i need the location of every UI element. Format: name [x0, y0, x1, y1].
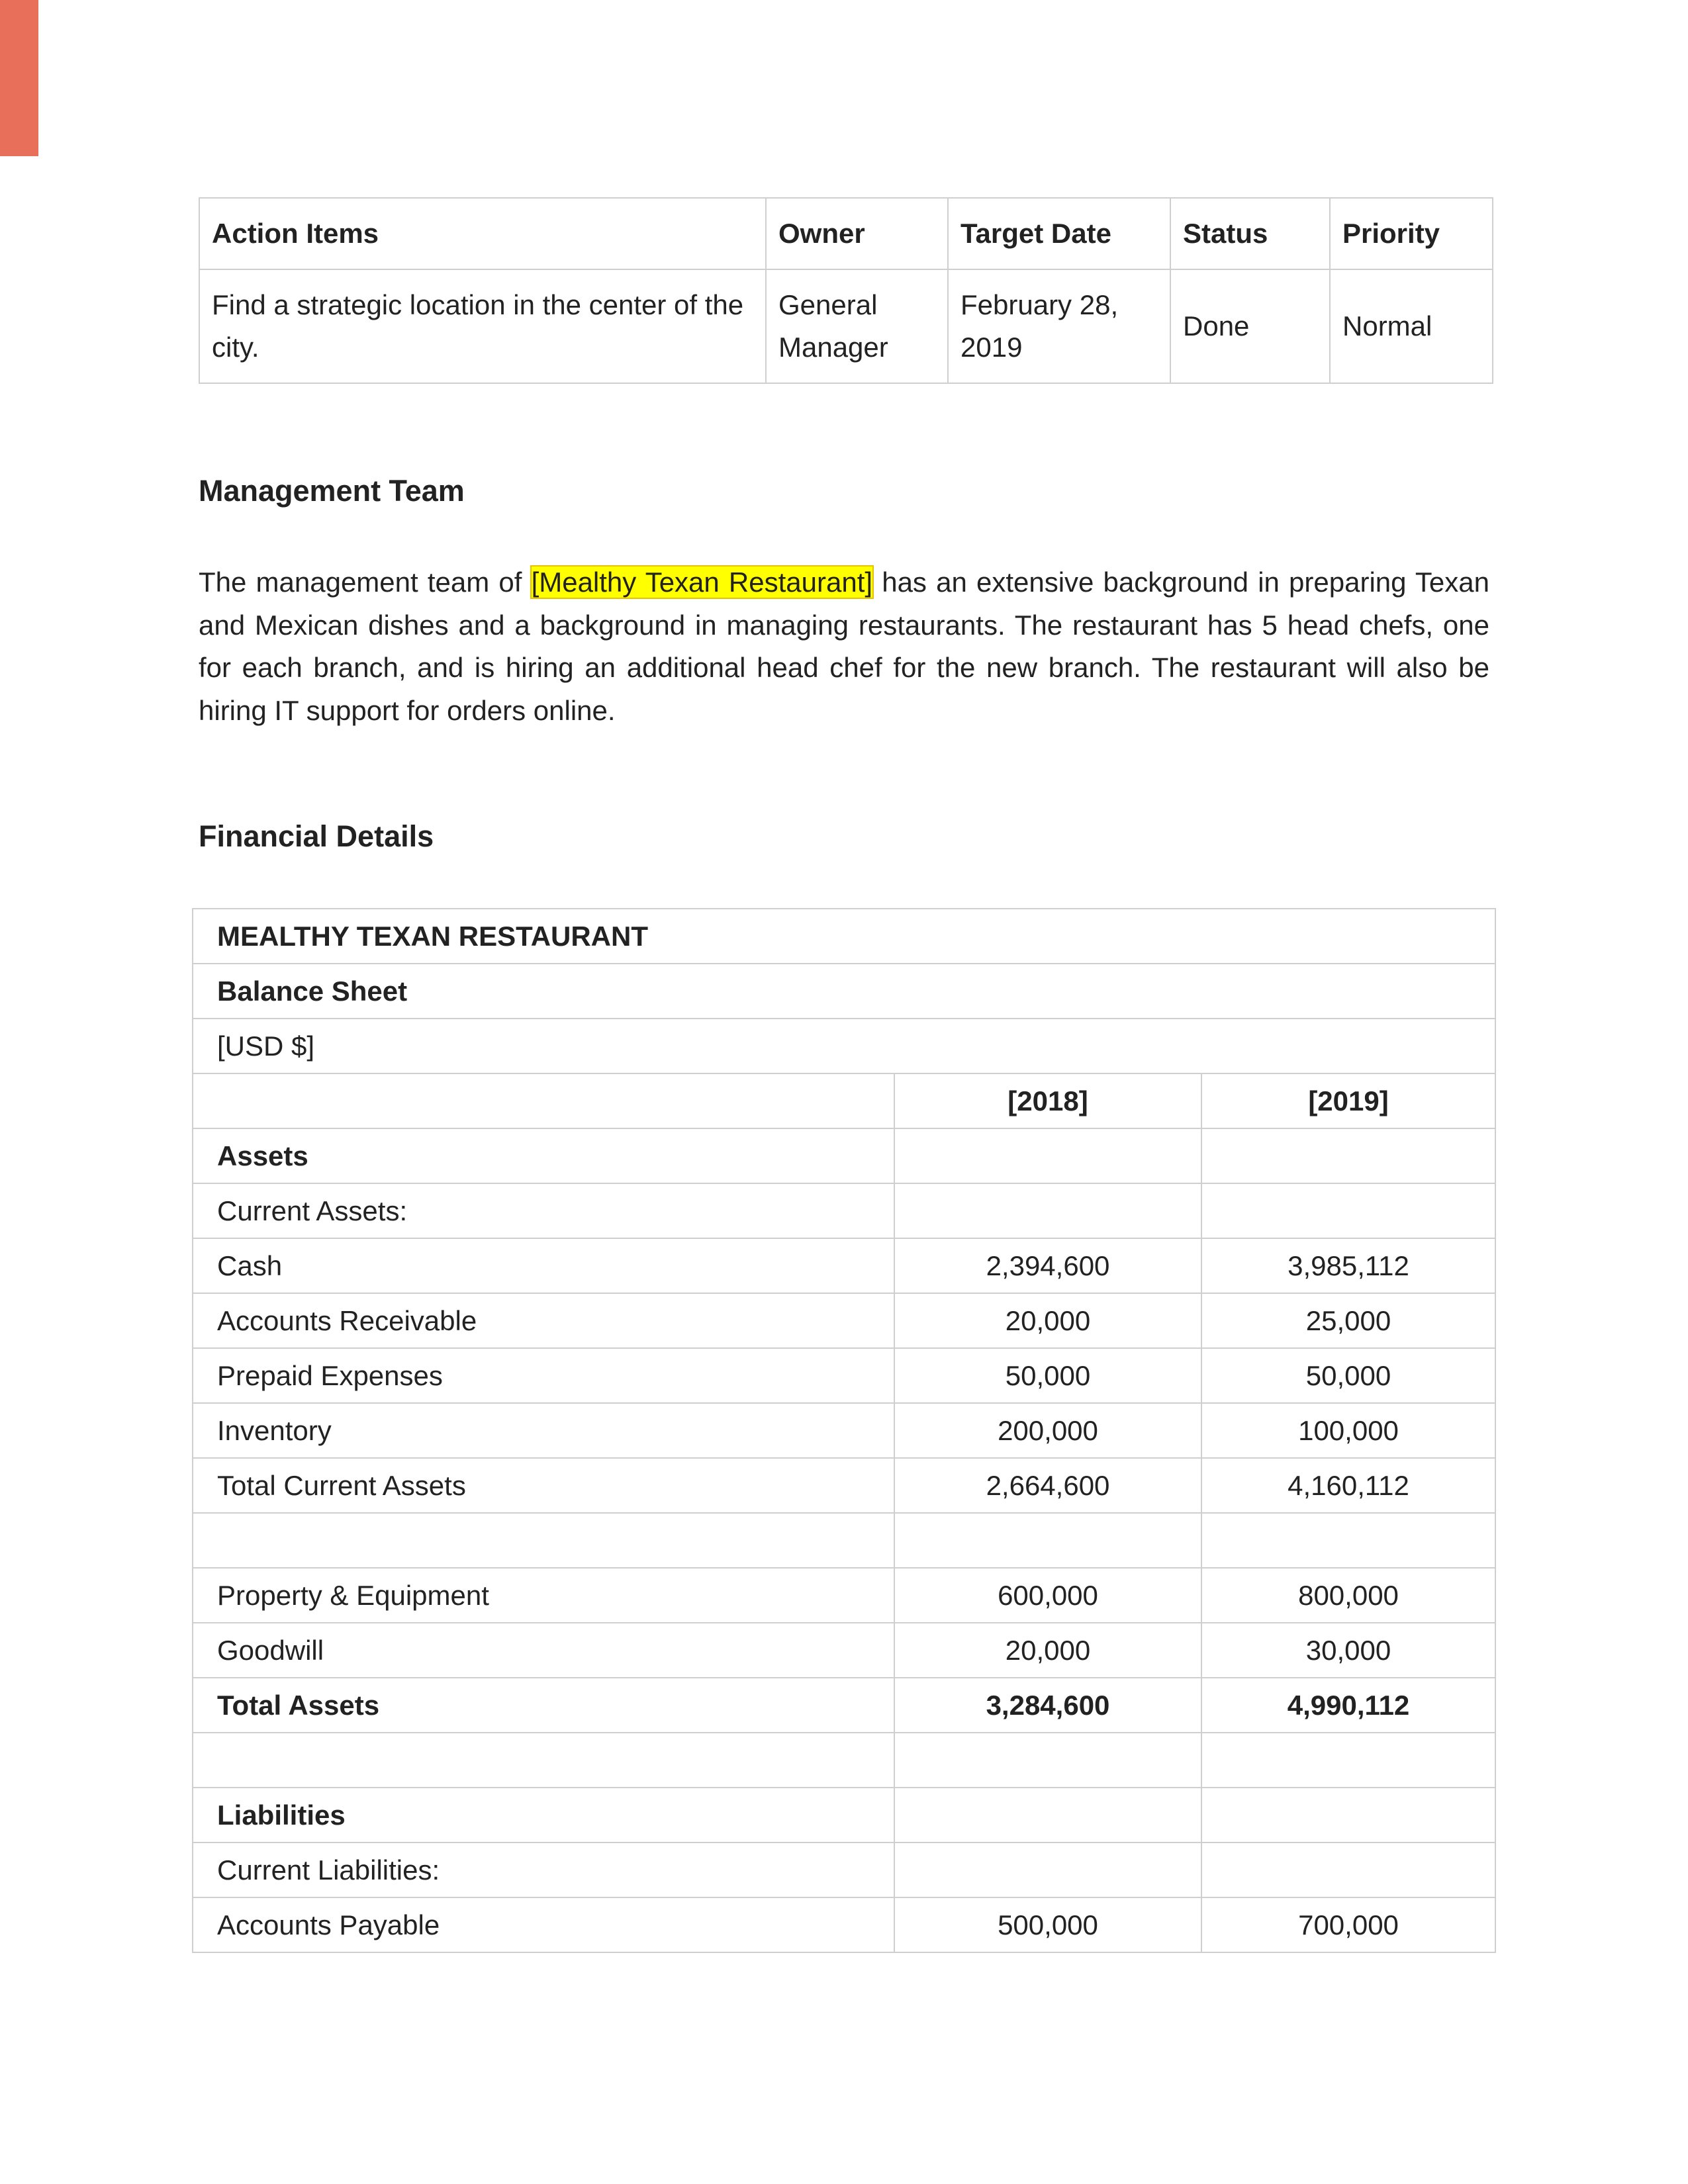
value-2018-cell	[894, 1513, 1201, 1568]
line-item-label: Total Current Assets	[193, 1458, 894, 1513]
value-2018-cell	[894, 1843, 1201, 1897]
table-row	[193, 1843, 1495, 1897]
year-header-row	[193, 1073, 1495, 1128]
table-row	[193, 1788, 1495, 1843]
company-name-placeholder: [Mealthy Texan Restaurant]	[531, 567, 873, 598]
paragraph-text-after: has an extensive background in preparing Texan and Mexican dishes and a background in managing restaurants. The restaurant has 5 head chefs, one for each branch, and is hiring an additional head chef for the new branch. The restaurant will also be hiring IT support for orders online.	[199, 567, 1489, 726]
table-row	[193, 1623, 1495, 1678]
line-item-label: Current Liabilities:	[193, 1843, 894, 1897]
value-2018-cell: 20,000	[894, 1293, 1201, 1348]
value-2019-cell: 30,000	[1201, 1623, 1495, 1678]
priority-cell: Normal	[1330, 269, 1493, 383]
value-2018-cell: 2,394,600	[894, 1238, 1201, 1293]
value-2018-cell: 3,284,600	[894, 1678, 1201, 1733]
value-2019-cell	[1201, 1513, 1495, 1568]
value-2018-cell	[894, 1183, 1201, 1238]
value-2018-cell: 600,000	[894, 1568, 1201, 1623]
table-row	[193, 1403, 1495, 1458]
financial-details-heading: Financial Details	[199, 819, 434, 853]
currency-label: [USD $]	[193, 1019, 1495, 1073]
owner-cell: General Manager	[766, 269, 948, 383]
value-2019-cell	[1201, 1183, 1495, 1238]
table-row	[193, 1238, 1495, 1293]
year-header-2019: [2019]	[1201, 1073, 1495, 1128]
value-2019-cell: 25,000	[1201, 1293, 1495, 1348]
value-2018-cell: 200,000	[894, 1403, 1201, 1458]
header-owner: Owner	[766, 198, 948, 269]
table-row	[193, 1348, 1495, 1403]
line-item-label: Goodwill	[193, 1623, 894, 1678]
line-item-label: Property & Equipment	[193, 1568, 894, 1623]
header-status: Status	[1170, 198, 1330, 269]
value-2019-cell: 4,160,112	[1201, 1458, 1495, 1513]
value-2019-cell	[1201, 1733, 1495, 1788]
value-2019-cell	[1201, 1788, 1495, 1843]
sheet-title-row	[193, 964, 1495, 1019]
table-row	[193, 1568, 1495, 1623]
value-2019-cell: 800,000	[1201, 1568, 1495, 1623]
header-action-items: Action Items	[199, 198, 766, 269]
line-item-label	[193, 1733, 894, 1788]
year-header-blank	[193, 1073, 894, 1128]
action-items-table	[199, 197, 1493, 384]
management-paragraph	[199, 561, 1489, 732]
header-priority: Priority	[1330, 198, 1493, 269]
paragraph-text-before: The management team of	[199, 567, 532, 598]
line-item-label: Liabilities	[193, 1788, 894, 1843]
accent-bar	[0, 0, 38, 156]
year-header-2018: [2018]	[894, 1073, 1201, 1128]
action-item-cell: Find a strategic location in the center of the city.	[199, 269, 766, 383]
value-2019-cell	[1201, 1128, 1495, 1183]
management-team-heading: Management Team	[199, 474, 465, 508]
line-item-label: Total Assets	[193, 1678, 894, 1733]
table-row	[193, 1897, 1495, 1952]
line-item-label: Prepaid Expenses	[193, 1348, 894, 1403]
header-target-date: Target Date	[948, 198, 1170, 269]
value-2018-cell: 2,664,600	[894, 1458, 1201, 1513]
target-date-cell: February 28, 2019	[948, 269, 1170, 383]
line-item-label: Cash	[193, 1238, 894, 1293]
line-item-label: Inventory	[193, 1403, 894, 1458]
table-row	[199, 269, 1493, 383]
value-2018-cell: 50,000	[894, 1348, 1201, 1403]
table-row	[193, 1293, 1495, 1348]
value-2018-cell: 20,000	[894, 1623, 1201, 1678]
value-2019-cell: 50,000	[1201, 1348, 1495, 1403]
table-row	[193, 1128, 1495, 1183]
table-row	[193, 1733, 1495, 1788]
sheet-title: Balance Sheet	[193, 964, 1495, 1019]
value-2018-cell	[894, 1733, 1201, 1788]
table-row	[193, 1183, 1495, 1238]
line-item-label: Accounts Receivable	[193, 1293, 894, 1348]
value-2018-cell	[894, 1788, 1201, 1843]
action-items-header-row	[199, 198, 1493, 269]
line-item-label: Assets	[193, 1128, 894, 1183]
value-2019-cell: 100,000	[1201, 1403, 1495, 1458]
balance-sheet-table	[192, 908, 1496, 1953]
value-2018-cell: 500,000	[894, 1897, 1201, 1952]
table-row	[193, 1513, 1495, 1568]
value-2018-cell	[894, 1128, 1201, 1183]
currency-row	[193, 1019, 1495, 1073]
company-name-row	[193, 909, 1495, 964]
line-item-label	[193, 1513, 894, 1568]
line-item-label: Accounts Payable	[193, 1897, 894, 1952]
status-cell: Done	[1170, 269, 1330, 383]
value-2019-cell: 3,985,112	[1201, 1238, 1495, 1293]
value-2019-cell: 4,990,112	[1201, 1678, 1495, 1733]
table-row	[193, 1678, 1495, 1733]
table-row	[193, 1458, 1495, 1513]
line-item-label: Current Assets:	[193, 1183, 894, 1238]
value-2019-cell	[1201, 1843, 1495, 1897]
company-name: MEALTHY TEXAN RESTAURANT	[193, 909, 1495, 964]
value-2019-cell: 700,000	[1201, 1897, 1495, 1952]
